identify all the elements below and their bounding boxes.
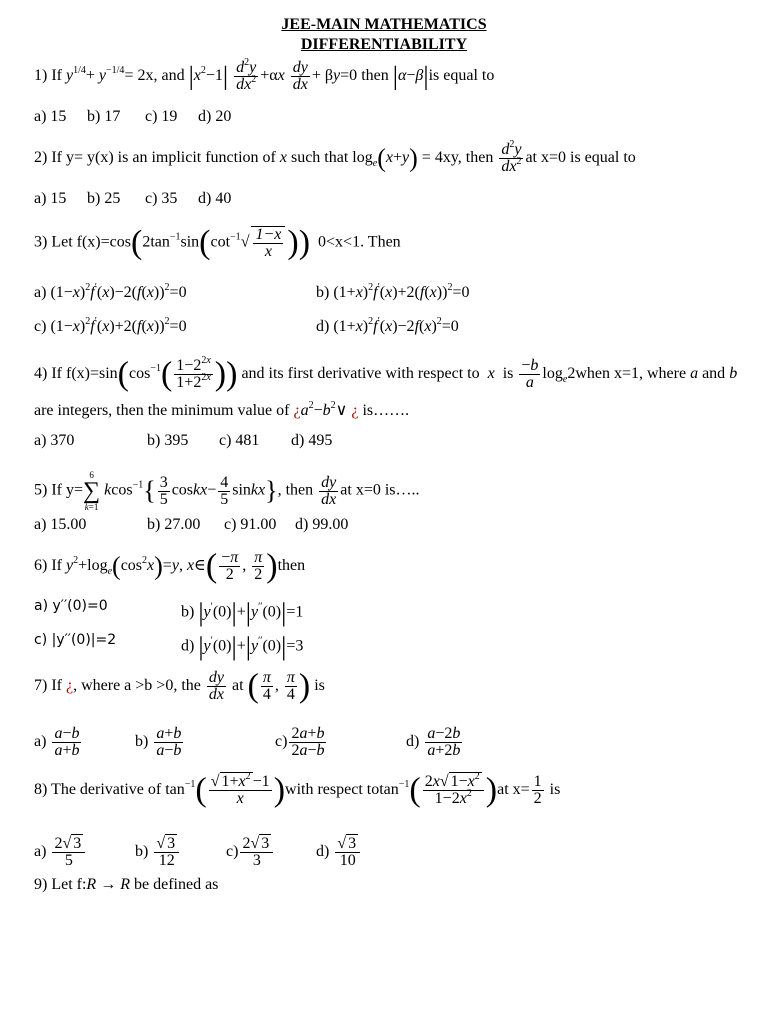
option-d: d) $\frac{a-2b}{a+2b}$: [406, 725, 461, 759]
question-3-options-row-2: [34, 318, 734, 340]
option-d: d) 99.00: [295, 516, 349, 533]
option-d: d) 40: [198, 190, 232, 207]
option-b: b) $\frac{√ 3}{12}$: [135, 836, 181, 869]
option-d: d) $\frac{√ 3}{10}$: [316, 836, 362, 869]
question-4-line-2: are integers, then the minimum value of ¿$a^2-b^2\vee$ ¿ is…….: [34, 400, 410, 419]
question-2-options: [34, 190, 734, 212]
option-d: d) |y′(0)|+|y′′(0)|=3: [181, 632, 304, 661]
question-7-options: [34, 725, 734, 759]
question-5-options: [34, 516, 734, 538]
sqrt-fraction: $\frac{1-x}{x}$: [251, 226, 285, 260]
dy-dx-fraction: $\frac{dy}{dx}$: [208, 669, 224, 703]
option-b: b) $(1+x)^2f'(x)+2(f(x))^2=0$: [316, 282, 470, 301]
question-1: 1) If $y^{1/4}+ y^{-1/4}= 2x$, and $|x^2-1|$ $\frac{d^2y}{dx^2}$ +αx $\frac{dy}{dx}$ + βy=0 then |α−β|is equal to: [34, 57, 495, 93]
option-c: c) 35: [145, 190, 178, 207]
question-6-options-row-2: [34, 632, 734, 661]
option-b: b) $\frac{a+b}{a-b}$: [135, 725, 182, 759]
option-c: c) $\frac{2a+b}{2a-b}$: [275, 725, 325, 759]
d2y-dx2-fraction: $\frac{d^2y}{dx^2}$: [236, 57, 257, 93]
question-4-options: [34, 432, 734, 454]
option-a: a) $\frac{a-b}{a+b}$: [34, 725, 80, 759]
option-c: c) 481: [219, 432, 260, 449]
question-1-options: [34, 108, 734, 130]
option-a: a) $(1-x)^2f'(x)-2(f(x))^2=0$: [34, 282, 187, 301]
option-b: b) 17: [87, 108, 121, 125]
option-a: a) 15: [34, 190, 67, 207]
option-a: a) y′′(0)=0: [34, 598, 108, 614]
question-4: 4) If $f(x)=\sin(\cos^{-1}$( $\frac{1-2^{2x}}{1+2^{2x}}$ )) and its first derivative with respect to x is $\frac{-b}{a}$ $\log_e2when$ x=1, where a and b: [34, 355, 738, 393]
option-a: a) 370: [34, 432, 75, 449]
question-5: 5) If y= 6 ∑ k=1 kcos$^{-1}${ $\frac{3}{5}$ coskx− $\frac{4}{5}$ sinkx}, then $\frac{dy}{dx}$ at x=0 is…..: [34, 470, 420, 512]
option-a: a) 15.00: [34, 516, 87, 533]
minus-b-over-a-fraction: $\frac{-b}{a}$: [521, 357, 539, 391]
question-6-options-row-1: [34, 598, 734, 627]
dy-dx-fraction: $\frac{dy}{dx}$: [321, 473, 337, 508]
question-3: 3) Let $f(x)=\cos(2\tan^{-1}\sin(\cot^{-1}√$ $\frac{1-x}{x}$ )) 0<x<1. Then: [34, 224, 401, 261]
option-c: c) 91.00: [224, 516, 277, 533]
question-8-options: [34, 835, 734, 869]
title-line-1: JEE-MAIN MATHEMATICS: [281, 16, 487, 33]
option-a: a) 15: [34, 108, 67, 125]
option-b: b) 27.00: [147, 516, 201, 533]
title-line-2: DIFFERENTIABILITY: [300, 36, 468, 53]
option-b: b) 395: [147, 432, 189, 449]
option-b: b) 25: [87, 190, 121, 207]
option-c: c) |y′′(0)|=2: [34, 632, 117, 648]
option-c: c) $(1-x)^2f'(x)+2(f(x))^2=0$: [34, 316, 187, 335]
option-a: a) $\frac{2√ 3}{5}$: [34, 836, 87, 869]
question-2: 2) If y= y(x) is an implicit function of x such that $\log_e(x+y) = 4xy$, then $\frac{d^2y}{dx^2}$ at x=0 is equal to: [34, 139, 636, 175]
option-c: c) $\frac{2√ 3}{3}$: [226, 836, 275, 869]
question-9: 9) Let f:R → R be defined as: [34, 876, 219, 893]
option-d: d) 20: [198, 108, 232, 125]
question-6: 6) If $y^2+\log_e(\cos^2x)=y$, x∈( $\frac{-\pi}{2}$ , $\frac{\pi}{2}$ )then: [34, 547, 306, 585]
option-d: d) $(1+x)^2f'(x)-2f(x)^2=0$: [316, 316, 459, 335]
option-c: c) 19: [145, 108, 178, 125]
summation-symbol: 6 ∑ k=1: [83, 470, 101, 512]
option-b: b) |y′(0)|+|y′′(0)|=1: [181, 598, 304, 627]
power-fraction: $\frac{1-2^{2x}}{1+2^{2x}}$: [176, 355, 211, 391]
d2y-dx2-fraction: $\frac{d^2y}{dx^2}$: [501, 139, 522, 175]
question-7: 7) If ¿, where a >b >0, the $\frac{dy}{dx}$ at ( $\frac{\pi}{4}$ , $\frac{\pi}{4}$ ) is: [34, 667, 325, 705]
question-3-options-row-1: [34, 284, 734, 306]
dy-dx-fraction: $\frac{dy}{dx}$: [292, 59, 308, 93]
option-d: d) 495: [291, 432, 333, 449]
question-8: 8) The derivative of $\tan^{-1}$( $\frac{√ 1+x^2 -1}{x}$ )with respect totan$^{-1}$( $\frac{2x√ 1-x^2}{1-2x^2}$ )at x= $\frac{1}{2}$ is: [34, 771, 561, 809]
